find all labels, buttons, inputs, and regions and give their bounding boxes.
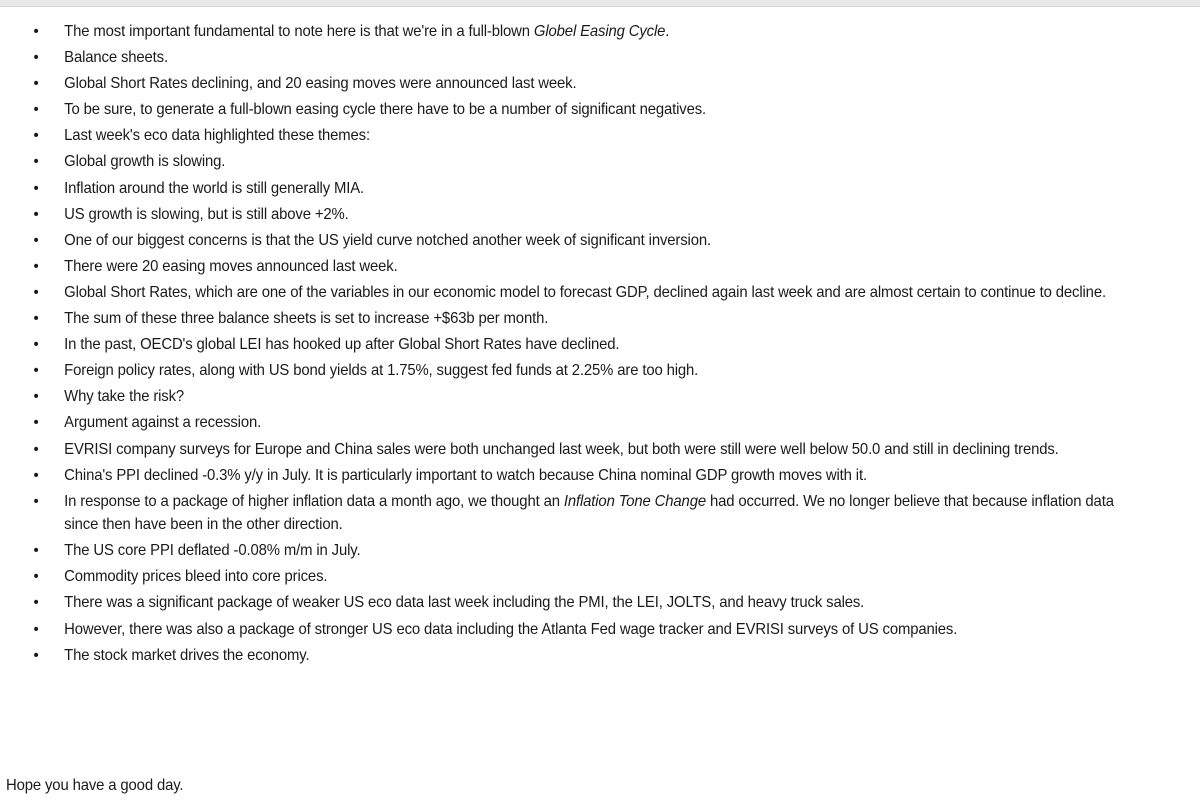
list-item: • One of our biggest concerns is that the US yield curve notched another week of significant inversion. (0, 229, 1125, 253)
list-item: • In the past, OECD's global LEI has hooked up after Global Short Rates have declined. (0, 333, 1125, 357)
list-item: • In response to a package of higher inflation data a month ago, we thought an Inflation Tone Change had occurred. We no longer believe that because inflation data since then have been in the other direction. (0, 490, 1125, 537)
list-item: • Argument against a recession. (0, 411, 1125, 435)
list-item: • Global Short Rates declining, and 20 easing moves were announced last week. (0, 72, 1125, 96)
list-item: • US growth is slowing, but is still above +2%. (0, 203, 1125, 227)
list-item: • However, there was also a package of stronger US eco data including the Atlanta Fed wage tracker and EVRISI surveys of US companies. (0, 618, 1125, 642)
list-item: • The sum of these three balance sheets is set to increase +$63b per month. (0, 307, 1125, 331)
list-item: • Foreign policy rates, along with US bond yields at 1.75%, suggest fed funds at 2.25% are too high. (0, 359, 1125, 383)
list-item: • EVRISI company surveys for Europe and China sales were both unchanged last week, but both were still were well below 50.0 and still in declining trends. (0, 438, 1125, 462)
list-item: • To be sure, to generate a full-blown easing cycle there have to be a number of significant negatives. (0, 98, 1125, 122)
list-item: • Balance sheets. (0, 46, 1125, 70)
list-item: • Why take the risk? (0, 385, 1125, 409)
list-item: • Commodity prices bleed into core prices. (0, 565, 1125, 589)
list-item: • Last week's eco data highlighted these themes: (0, 124, 1125, 148)
list-item: • Global Short Rates, which are one of the variables in our economic model to forecast GDP, declined again last week and are almost certain to continue to decline. (0, 281, 1125, 305)
list-item: • Inflation around the world is still generally MIA. (0, 177, 1125, 201)
list-item: • The most important fundamental to note here is that we're in a full-blown Globel Easing Cycle. (0, 20, 1125, 44)
list-item: • The stock market drives the economy. (0, 644, 1125, 668)
list-item: • Global growth is slowing. (0, 150, 1125, 174)
window-top-bar (0, 0, 1200, 7)
list-item: • There was a significant package of weaker US eco data last week including the PMI, the LEI, JOLTS, and heavy truck sales. (0, 591, 1125, 615)
closing-line: Hope you have a good day. (6, 777, 184, 794)
bullet-list (0, 20, 1200, 670)
list-item: • China's PPI declined -0.3% y/y in July. It is particularly important to watch because China nominal GDP growth moves with it. (0, 464, 1125, 488)
list-item: • There were 20 easing moves announced last week. (0, 255, 1125, 279)
list-item: • The US core PPI deflated -0.08% m/m in July. (0, 539, 1125, 563)
